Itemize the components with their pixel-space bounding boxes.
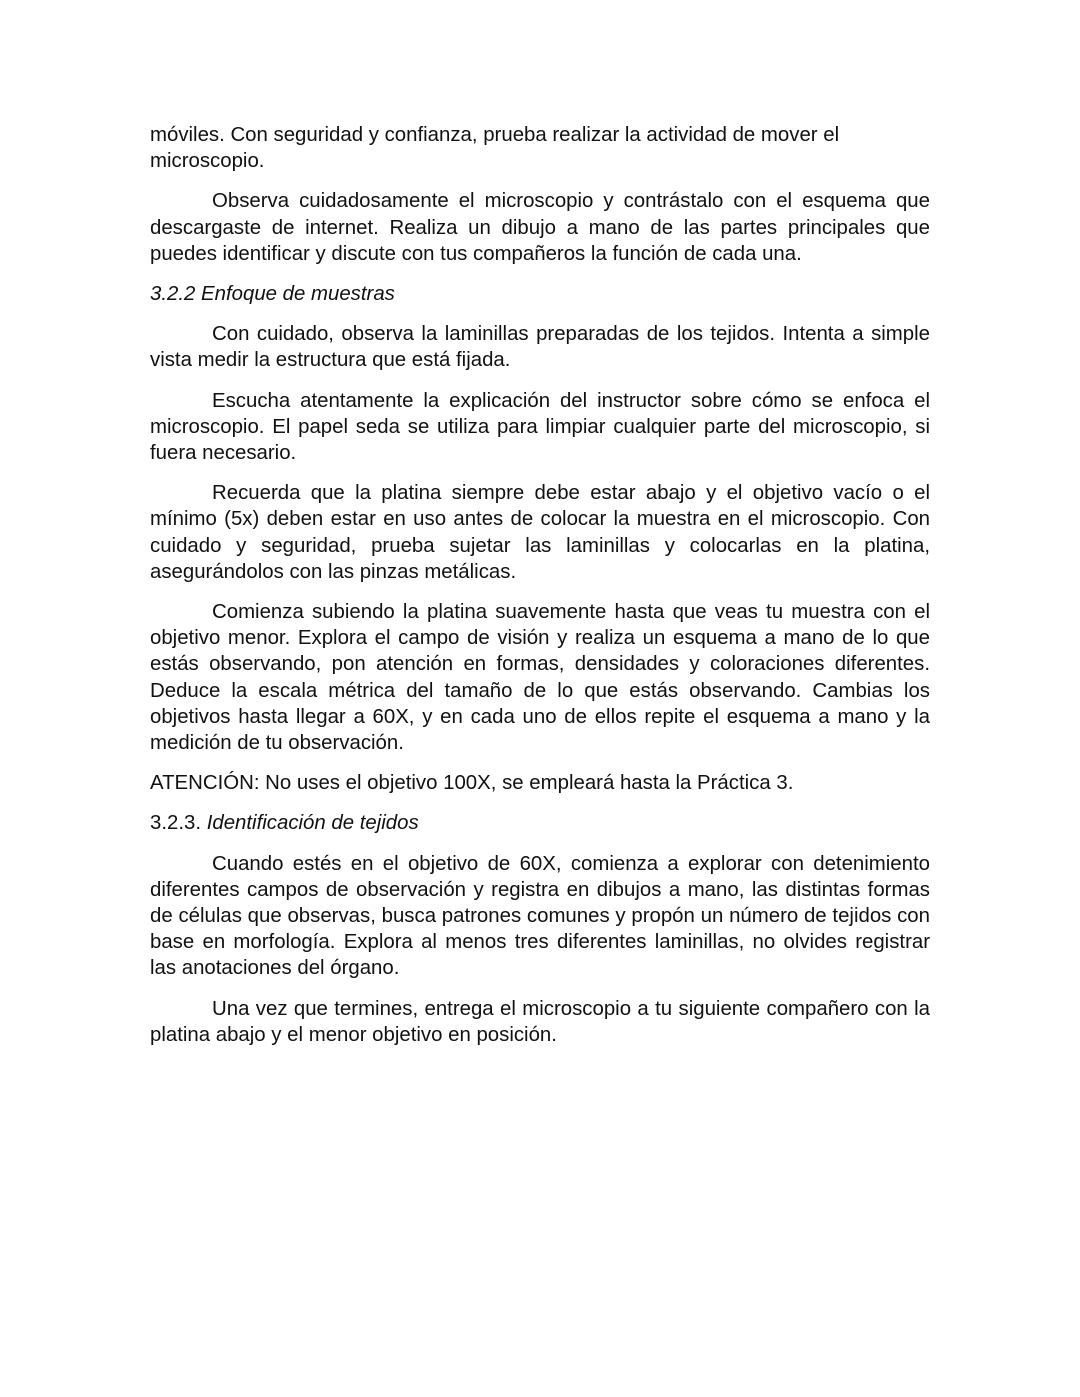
warning-note: ATENCIÓN: No uses el objetivo 100X, se empleará hasta la Práctica 3. <box>150 772 794 795</box>
section-title: Enfoque de muestras <box>201 283 395 306</box>
paragraph-tissue-identification: Cuando estés en el objetivo de 60X, comienza a explorar con detenimiento diferentes campos de observación y registra en dibujos a mano, las distintas formas de células que observas, busca patrones comunes y propón un número de tejidos con base en morfología. Explora al menos tres diferentes laminillas, no olvides registrar las anotaciones del órgano. <box>150 852 930 980</box>
section-heading-3-2-2 <box>150 281 930 307</box>
paragraph-slides: Con cuidado, observa la laminillas preparadas de los tejidos. Intenta a simple vista medir la estructura que está fijada. <box>150 323 930 372</box>
document-page <box>150 122 930 1062</box>
section-heading-3-2-3 <box>150 810 930 836</box>
section-number: 3.2.2 <box>150 283 196 306</box>
paragraph-return-microscope: Una vez que termines, entrega el microscopio a tu siguiente compañero con la platina abajo y el menor objetivo en posición. <box>150 997 930 1046</box>
paragraph-continuation: móviles. Con seguridad y confianza, prueba realizar la actividad de mover el microscopio. <box>150 124 840 173</box>
paragraph-focus-procedure: Comienza subiendo la platina suavemente hasta que veas tu muestra con el objetivo menor. Explora el campo de visión y realiza un esquema a mano de lo que estás observando, pon atención en formas, densidades y coloraciones diferentes. Deduce la escala métrica del tamaño de lo que estás observando. Cambias los objetivos hasta llegar a 60X, y en cada uno de ellos repite el esquema a mano y la medición de tu observación. <box>150 601 930 755</box>
section-title: Identificación de tejidos <box>206 812 419 835</box>
paragraph-stage: Recuerda que la platina siempre debe estar abajo y el objetivo vacío o el mínimo (5x) deben estar en uso antes de colocar la muestra en el microscopio. Con cuidado y seguridad, prueba sujetar las laminillas y colocarlas en la platina, asegurándolos con las pinzas metálicas. <box>150 482 930 583</box>
paragraph-observe-microscope: Observa cuidadosamente el microscopio y contrástalo con el esquema que descargaste de internet. Realiza un dibujo a mano de las partes principales que puedes identificar y discute con tus compañeros la función de cada una. <box>150 190 930 265</box>
section-number: 3.2.3. <box>150 812 202 835</box>
paragraph-instructor: Escucha atentamente la explicación del instructor sobre cómo se enfoca el microscopio. El papel seda se utiliza para limpiar cualquier parte del microscopio, si fuera necesario. <box>150 389 930 465</box>
